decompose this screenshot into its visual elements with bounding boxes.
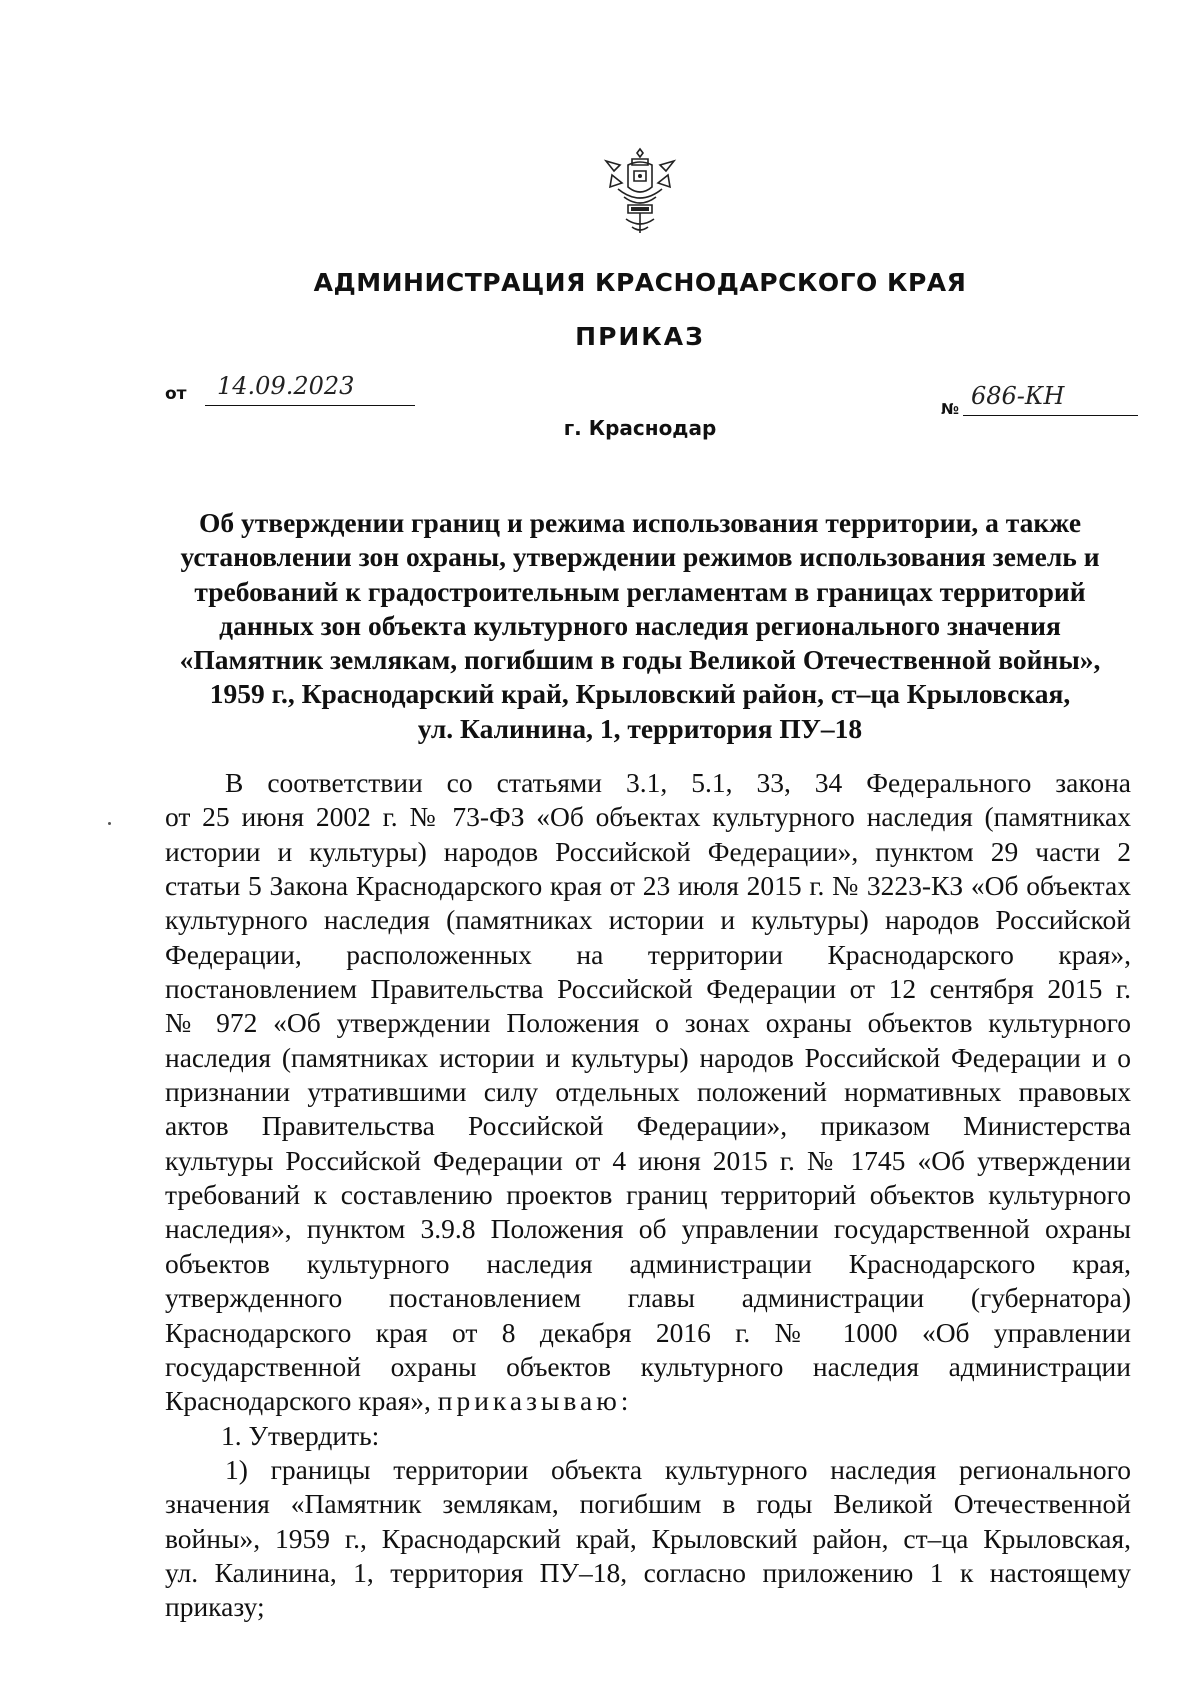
scan-speck <box>108 822 111 825</box>
preamble-line: от 25 июня 2002 г. № 73-ФЗ «Об объектах культурного наследия (памятниках <box>165 801 1131 833</box>
preamble-line: наследия», пунктом 3.9.8 Положения об управлении государственной охраны <box>165 1213 1131 1245</box>
item-1-1-line: значения «Памятник землякам, погибшим в годы Великой Отечественной <box>165 1488 1131 1520</box>
coat-of-arms-emblem <box>598 145 682 241</box>
title-line: требований к градостроительным регламентам в границах территорий <box>194 575 1086 607</box>
preamble-line: требований к составлению проектов границ территорий объектов культурного <box>165 1179 1131 1211</box>
preamble-line: № 972 «Об утверждении Положения о зонах охраны объектов культурного <box>165 1007 1131 1039</box>
preamble-line: признании утратившими силу отдельных положений нормативных правовых <box>165 1076 1131 1108</box>
title-line: установлении зон охраны, утверждении режимов использования земель и <box>180 541 1100 573</box>
document-type: ПРИКАЗ <box>575 322 705 351</box>
document-body <box>165 766 1131 1625</box>
preamble-line: актов Правительства Российской Федерации», приказом Министерства <box>165 1110 1131 1142</box>
city: г. Краснодар <box>563 416 717 440</box>
preamble-line: государственной охраны объектов культурного наследия администрации <box>165 1350 1131 1382</box>
preamble-final-lead: Краснодарского края», <box>165 1385 431 1417</box>
handwritten-date: 14.09.2023 <box>205 372 415 406</box>
title-line: 1959 г., Краснодарский край, Крыловский район, ст–ца Крыловская, <box>209 678 1071 710</box>
preamble-final-line <box>165 1384 1131 1418</box>
preamble-line: Федерации, расположенных на территории Краснодарского края», <box>165 938 1131 970</box>
handwritten-number: 686-КН <box>963 382 1138 416</box>
date-label: от <box>165 384 187 404</box>
preamble-line: статьи 5 Закона Краснодарского края от 23 июля 2015 г. № 3223-КЗ «Об объектах <box>165 870 1131 902</box>
preamble-line: Краснодарского края от 8 декабря 2016 г. № 1000 «Об управлении <box>165 1316 1131 1348</box>
title-line: «Памятник землякам, погибшим в годы Великой Отечественной войны», <box>179 644 1101 676</box>
preamble-line: культурного наследия (памятниках истории и культуры) народов Российской <box>165 904 1131 936</box>
title-line: ул. Калинина, 1, территория ПУ–18 <box>417 712 863 744</box>
preamble-line: В соответствии со статьями 3.1, 5.1, 33, 34 Федерального закона <box>225 767 1131 798</box>
title-line: данных зон объекта культурного наследия регионального значения <box>219 609 1061 641</box>
item-1-1-line: 1) границы территории объекта культурного наследия регионального <box>225 1453 1131 1485</box>
preamble-line: истории и культуры) народов Российской Федерации», пунктом 29 части 2 <box>165 835 1131 867</box>
order-word: приказываю: <box>437 1385 633 1417</box>
item-1-1-line: ул. Калинина, 1, территория ПУ–18, согласно приложению 1 к настоящему <box>165 1556 1131 1588</box>
item-1-1-line: войны», 1959 г., Краснодарский край, Крыловский район, ст–ца Крыловская, <box>165 1522 1131 1554</box>
item-1: 1. Утвердить: <box>221 1419 380 1451</box>
document-title <box>150 506 1130 746</box>
preamble-line: объектов культурного наследия администрации Краснодарского края, <box>165 1247 1131 1279</box>
issuing-authority: АДМИНИСТРАЦИЯ КРАСНОДАРСКОГО КРАЯ <box>313 268 967 297</box>
preamble-line: постановлением Правительства Российской Федерации от 12 сентября 2015 г. <box>165 973 1131 1005</box>
preamble-line: наследия (памятниках истории и культуры) народов Российской Федерации и о <box>165 1041 1131 1073</box>
preamble-line: утвержденного постановлением главы администрации (губернатора) <box>165 1282 1131 1314</box>
preamble-line: культуры Российской Федерации от 4 июня 2015 г. № 1745 «Об утверждении <box>165 1144 1131 1176</box>
number-label: № <box>941 400 960 418</box>
title-line: Об утверждении границ и режима использования территории, а также <box>198 507 1082 538</box>
item-1-1-line: приказу; <box>165 1591 265 1623</box>
